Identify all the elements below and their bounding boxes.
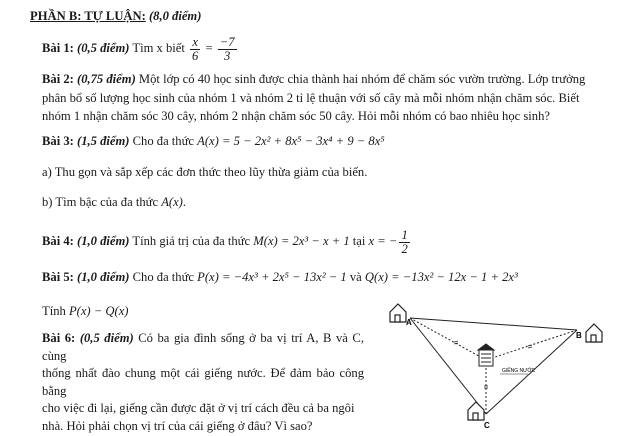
problem-4-at: tại: [352, 234, 366, 248]
well-label: GIẾNG NƯỚC: [502, 368, 536, 374]
problem-3-part-b: [42, 193, 186, 211]
problem-4-text: Tính giá trị của đa thức: [132, 234, 251, 248]
problem-5-task-expr: P(x) − Q(x): [68, 304, 129, 318]
problem-6-line-1-text: Có ba gia đình sống ở ba vị trí A, B và C, cùng: [42, 331, 364, 363]
problem-1-label: Bài 1:: [42, 41, 74, 55]
problem-5-poly-q: Q(x) = −13x² − 12x − 1 + 2x³: [364, 270, 518, 284]
problem-3-poly-body: = 5 − 2x² + 8x⁵ − 3x⁴ + 9 − 8x⁵: [222, 134, 385, 148]
problem-1-right-fraction: [218, 36, 237, 63]
problem-6-line-4: nhà. Hỏi phải chọn vị trí của cái giếng ở đâu? Vì sao?: [42, 418, 313, 433]
well-icon: [478, 344, 494, 366]
problem-4-poly: M(x) = 2x³ − x + 1: [253, 234, 350, 248]
label-a: A: [406, 318, 412, 327]
house-a-icon: [390, 304, 406, 322]
problem-4-fraction: [399, 229, 409, 256]
problem-5-label: Bài 5:: [42, 270, 74, 284]
house-b-icon: [586, 324, 602, 342]
problem-3: [42, 132, 385, 150]
label-b: B: [576, 331, 582, 340]
problem-3-part-b-end: .: [182, 195, 187, 209]
label-c: C: [484, 421, 490, 430]
problem-1-left-fraction: [190, 36, 200, 63]
problem-5-text: Cho đa thức: [132, 270, 195, 284]
problem-4-numerator: 1: [401, 227, 408, 242]
section-points: (8,0 điểm): [148, 9, 202, 23]
problem-5-task: [42, 302, 129, 320]
problem-2-line-3: nhóm 1 nhận chăm sóc 30 cây, nhóm 2 nhận chăm sóc 50 cây. Hỏi mỗi nhóm có bao nhiêu học sinh?: [42, 109, 550, 124]
problem-5: [42, 268, 518, 286]
problem-3-part-b-poly: A(x): [161, 195, 183, 209]
problem-3-poly-name: A(x): [197, 134, 219, 148]
problem-6-label: Bài 6:: [42, 331, 76, 345]
problem-1-text: Tìm x biết: [132, 41, 185, 55]
problem-2-line-1-text: Một lớp có 40 học sinh được chia thành hai nhóm để chăm sóc vườn trường. Lớp trưởng: [138, 72, 586, 86]
problem-2-line-2: phân bổ số lượng học sinh của nhóm 1 và nhóm 2 tỉ lệ thuận với số cây mà mỗi nhóm nhận chăm sóc. Biết: [42, 90, 580, 105]
triangle-figure: [382, 298, 622, 430]
problem-4-label: Bài 4:: [42, 234, 74, 248]
problem-4-points: (1,0 điểm): [77, 234, 130, 248]
section-title: PHẦN B: TỰ LUẬN:: [30, 9, 146, 23]
problem-2-points: (0,75 điểm): [77, 72, 136, 86]
problem-2-line-1: [42, 70, 642, 89]
problem-6-line-2: thống nhất đào chung một cái giếng nước. Để đảm bảo công bằng: [42, 366, 364, 398]
problem-1-left-numerator: x: [192, 34, 198, 49]
problem-4-x-expr: x = −: [368, 234, 398, 248]
problem-2: [42, 70, 642, 126]
problem-3-part-b-text: b) Tìm bậc của đa thức: [42, 195, 159, 209]
problem-6: [42, 330, 364, 436]
problem-4: [42, 228, 412, 256]
edge-ab: [410, 318, 577, 330]
problem-1-right-denominator: 3: [223, 48, 231, 63]
problem-1-points: (0,5 điểm): [77, 41, 130, 55]
problem-5-points: (1,0 điểm): [77, 270, 130, 284]
problem-1-left-denominator: 6: [192, 48, 199, 63]
problem-3-part-a: a) Thu gọn và sắp xếp các đơn thức theo lũy thừa giảm của biến.: [42, 165, 368, 179]
dashed-a-well: [410, 318, 486, 360]
problem-4-denominator: 2: [401, 241, 408, 256]
problem-3-text: Cho đa thức: [132, 134, 195, 148]
problem-1-equals: =: [205, 41, 213, 55]
edge-ac: [410, 318, 486, 414]
problem-6-line-3: cho việc đi lại, giếng cần được đặt ở vị trí cách đều cả ba ngôi: [42, 401, 355, 416]
problem-3-label: Bài 3:: [42, 134, 74, 148]
problem-5-and: và: [349, 270, 362, 284]
problem-6-line-1: [42, 330, 364, 365]
problem-1: [42, 35, 239, 63]
house-c-icon: [468, 402, 484, 420]
section-heading: [30, 7, 201, 25]
problem-5-task-text: Tính: [42, 304, 66, 318]
problem-3-points: (1,5 điểm): [77, 134, 130, 148]
problem-2-label: Bài 2:: [42, 72, 74, 86]
problem-6-points: (0,5 điểm): [79, 331, 134, 345]
problem-1-right-numerator: −7: [219, 34, 235, 49]
problem-5-poly-p: P(x) = −4x³ + 2x⁵ − 13x² − 1: [197, 270, 347, 284]
